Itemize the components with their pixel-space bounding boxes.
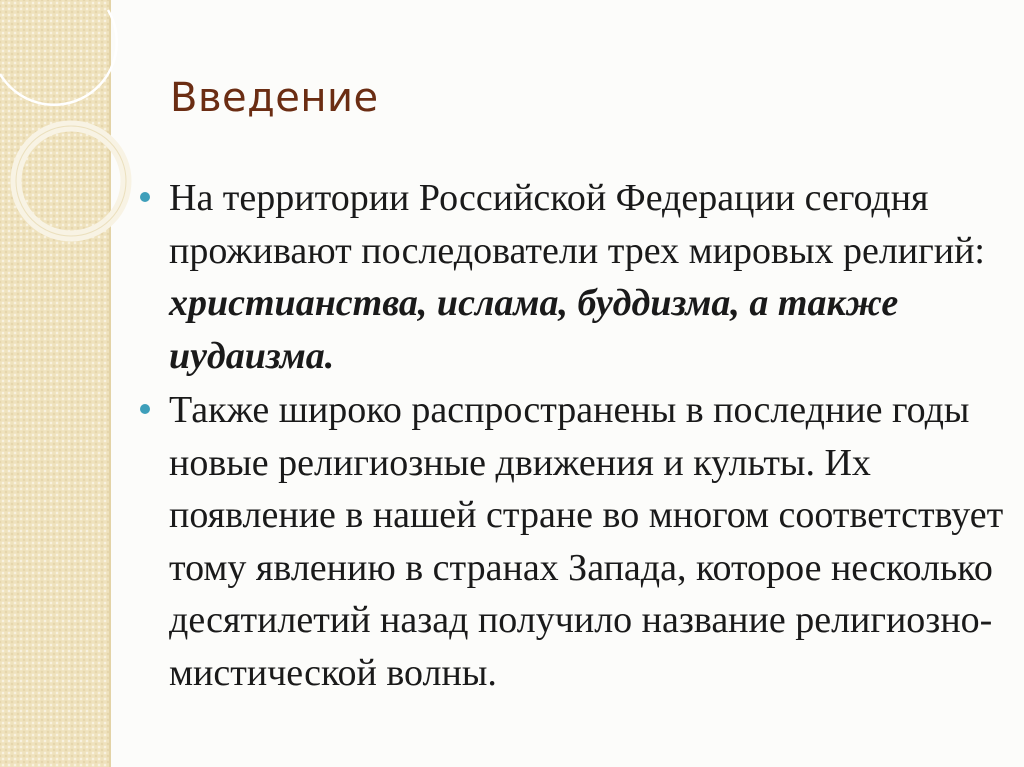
bullet-text: На территории Российской Федерации сегодня проживают последователи трех мировых религий: bbox=[169, 177, 985, 272]
bullet-item bbox=[131, 172, 1011, 382]
bullet-icon bbox=[140, 192, 150, 202]
slide-title: Введение bbox=[170, 75, 379, 121]
bullet-text: Также широко распространены в последние годы новые религиозные движения и культы. Их появление в нашей стране во многом соответствует тому явлению в странах Запада, которое несколько десятилетий назад получило название религиозно-мистической волны. bbox=[169, 389, 1004, 694]
bullet-emphasis: христианства, ислама, буддизма, а также иудаизма. bbox=[169, 282, 899, 377]
bullet-list bbox=[131, 172, 1011, 701]
decorative-band bbox=[0, 0, 111, 767]
bullet-icon bbox=[140, 404, 150, 414]
bullet-item bbox=[131, 384, 1011, 699]
